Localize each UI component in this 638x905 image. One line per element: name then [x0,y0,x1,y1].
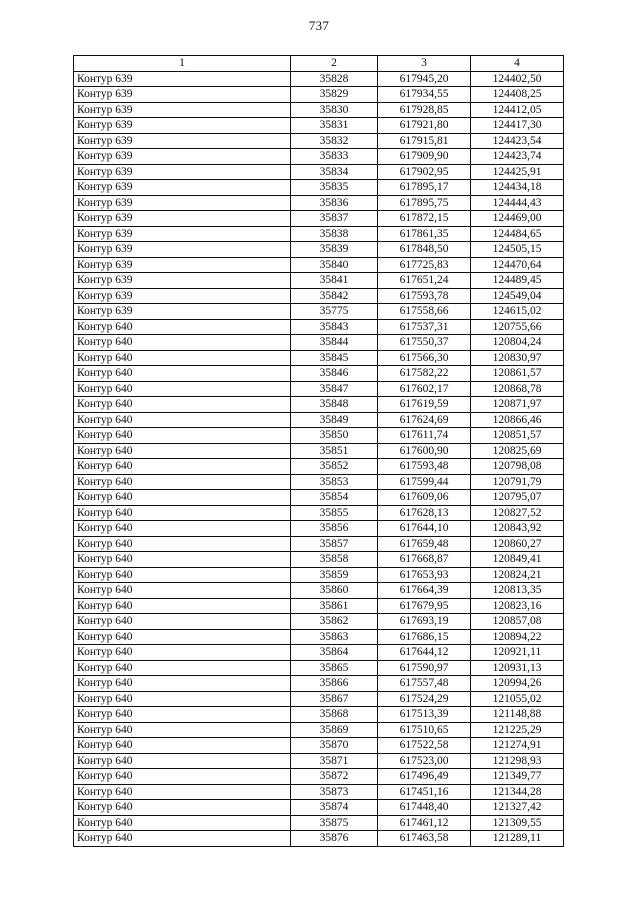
table-row [74,459,564,475]
table-row [74,567,564,583]
x-coordinate-cell: 617590,97 [378,660,471,676]
y-coordinate-cell: 120868,78 [471,381,564,397]
x-coordinate-cell: 617619,59 [378,397,471,413]
x-coordinate-cell: 617668,87 [378,552,471,568]
contour-name-cell: Контур 640 [74,490,291,506]
contour-name-cell: Контур 640 [74,567,291,583]
y-coordinate-cell: 121225,29 [471,722,564,738]
x-coordinate-cell: 617558,66 [378,304,471,320]
contour-name-cell: Контур 639 [74,288,291,304]
x-coordinate-cell: 617895,75 [378,195,471,211]
y-coordinate-cell: 121344,28 [471,784,564,800]
point-number-cell: 35850 [291,428,378,444]
x-coordinate-cell: 617582,22 [378,366,471,382]
contour-name-cell: Контур 640 [74,319,291,335]
y-coordinate-cell: 120921,11 [471,645,564,661]
y-coordinate-cell: 124444,43 [471,195,564,211]
contour-name-cell: Контур 640 [74,366,291,382]
y-coordinate-cell: 120894,22 [471,629,564,645]
y-coordinate-cell: 120755,66 [471,319,564,335]
table-row [74,753,564,769]
contour-name-cell: Контур 639 [74,133,291,149]
contour-name-cell: Контур 640 [74,769,291,785]
contour-name-cell: Контур 640 [74,645,291,661]
table-row [74,412,564,428]
point-number-cell: 35842 [291,288,378,304]
contour-name-cell: Контур 639 [74,226,291,242]
table-row [74,521,564,537]
y-coordinate-cell: 120798,08 [471,459,564,475]
contour-name-cell: Контур 640 [74,397,291,413]
y-coordinate-cell: 124408,25 [471,87,564,103]
x-coordinate-cell: 617513,39 [378,707,471,723]
table-row [74,552,564,568]
y-coordinate-cell: 121274,91 [471,738,564,754]
point-number-cell: 35844 [291,335,378,351]
point-number-cell: 35874 [291,800,378,816]
table-row [74,443,564,459]
contour-name-cell: Контур 640 [74,784,291,800]
table-row [74,288,564,304]
coordinates-table [73,55,564,847]
y-coordinate-cell: 124412,05 [471,102,564,118]
y-coordinate-cell: 120871,97 [471,397,564,413]
contour-name-cell: Контур 640 [74,722,291,738]
x-coordinate-cell: 617566,30 [378,350,471,366]
y-coordinate-cell: 121148,88 [471,707,564,723]
x-coordinate-cell: 617611,74 [378,428,471,444]
contour-name-cell: Контур 640 [74,707,291,723]
table-row [74,350,564,366]
point-number-cell: 35858 [291,552,378,568]
y-coordinate-cell: 120827,52 [471,505,564,521]
point-number-cell: 35854 [291,490,378,506]
y-coordinate-cell: 124469,00 [471,211,564,227]
x-coordinate-cell: 617550,37 [378,335,471,351]
contour-name-cell: Контур 640 [74,474,291,490]
contour-name-cell: Контур 640 [74,459,291,475]
point-number-cell: 35863 [291,629,378,645]
contour-name-cell: Контур 640 [74,428,291,444]
y-coordinate-cell: 120804,24 [471,335,564,351]
table-row [74,149,564,165]
contour-name-cell: Контур 640 [74,521,291,537]
table-row [74,738,564,754]
contour-name-cell: Контур 640 [74,583,291,599]
table-body [74,71,564,846]
point-number-cell: 35831 [291,118,378,134]
table-row [74,707,564,723]
y-coordinate-cell: 121349,77 [471,769,564,785]
point-number-cell: 35870 [291,738,378,754]
point-number-cell: 35839 [291,242,378,258]
table-row [74,505,564,521]
table-header-row [74,56,564,72]
contour-name-cell: Контур 639 [74,304,291,320]
point-number-cell: 35861 [291,598,378,614]
y-coordinate-cell: 124423,74 [471,149,564,165]
contour-name-cell: Контур 639 [74,257,291,273]
contour-name-cell: Контур 640 [74,335,291,351]
table-row [74,676,564,692]
x-coordinate-cell: 617451,16 [378,784,471,800]
table-row [74,428,564,444]
contour-name-cell: Контур 640 [74,505,291,521]
y-coordinate-cell: 120830,97 [471,350,564,366]
x-coordinate-cell: 617600,90 [378,443,471,459]
contour-name-cell: Контур 639 [74,71,291,87]
y-coordinate-cell: 120866,46 [471,412,564,428]
x-coordinate-cell: 617461,12 [378,815,471,831]
point-number-cell: 35834 [291,164,378,180]
point-number-cell: 35864 [291,645,378,661]
y-coordinate-cell: 124489,45 [471,273,564,289]
x-coordinate-cell: 617557,48 [378,676,471,692]
x-coordinate-cell: 617915,81 [378,133,471,149]
contour-name-cell: Контур 640 [74,800,291,816]
table-row [74,831,564,847]
table-row [74,366,564,382]
y-coordinate-cell: 120843,92 [471,521,564,537]
point-number-cell: 35869 [291,722,378,738]
y-coordinate-cell: 120861,57 [471,366,564,382]
x-coordinate-cell: 617848,50 [378,242,471,258]
table-row [74,335,564,351]
y-coordinate-cell: 124417,30 [471,118,564,134]
contour-name-cell: Контур 640 [74,831,291,847]
x-coordinate-cell: 617651,24 [378,273,471,289]
table-row [74,800,564,816]
y-coordinate-cell: 121289,11 [471,831,564,847]
point-number-cell: 35849 [291,412,378,428]
x-coordinate-cell: 617599,44 [378,474,471,490]
point-number-cell: 35843 [291,319,378,335]
y-coordinate-cell: 121055,02 [471,691,564,707]
contour-name-cell: Контур 640 [74,660,291,676]
y-coordinate-cell: 124484,65 [471,226,564,242]
table-row [74,598,564,614]
table-row [74,71,564,87]
x-coordinate-cell: 617686,15 [378,629,471,645]
point-number-cell: 35872 [291,769,378,785]
x-coordinate-cell: 617861,35 [378,226,471,242]
point-number-cell: 35845 [291,350,378,366]
table-row [74,211,564,227]
point-number-cell: 35775 [291,304,378,320]
contour-name-cell: Контур 639 [74,242,291,258]
y-coordinate-cell: 121309,55 [471,815,564,831]
point-number-cell: 35852 [291,459,378,475]
x-coordinate-cell: 617725,83 [378,257,471,273]
point-number-cell: 35847 [291,381,378,397]
page-number: 737 [308,18,330,33]
y-coordinate-cell: 121327,42 [471,800,564,816]
contour-name-cell: Контур 640 [74,614,291,630]
y-coordinate-cell: 120791,79 [471,474,564,490]
contour-name-cell: Контур 640 [74,443,291,459]
table-row [74,133,564,149]
point-number-cell: 35828 [291,71,378,87]
point-number-cell: 35860 [291,583,378,599]
point-number-cell: 35841 [291,273,378,289]
y-coordinate-cell: 124615,02 [471,304,564,320]
contour-name-cell: Контур 639 [74,118,291,134]
column-header-1: 1 [74,56,291,72]
table-row [74,164,564,180]
contour-name-cell: Контур 639 [74,180,291,196]
point-number-cell: 35859 [291,567,378,583]
table-row [74,102,564,118]
point-number-cell: 35851 [291,443,378,459]
y-coordinate-cell: 120795,07 [471,490,564,506]
y-coordinate-cell: 121298,93 [471,753,564,769]
contour-name-cell: Контур 640 [74,691,291,707]
x-coordinate-cell: 617463,58 [378,831,471,847]
table-row [74,583,564,599]
table-row [74,381,564,397]
x-coordinate-cell: 617872,15 [378,211,471,227]
point-number-cell: 35867 [291,691,378,707]
contour-name-cell: Контур 640 [74,598,291,614]
x-coordinate-cell: 617624,69 [378,412,471,428]
column-header-2: 2 [291,56,378,72]
point-number-cell: 35855 [291,505,378,521]
table-row [74,242,564,258]
y-coordinate-cell: 124402,50 [471,71,564,87]
x-coordinate-cell: 617653,93 [378,567,471,583]
table-row [74,397,564,413]
point-number-cell: 35873 [291,784,378,800]
point-number-cell: 35833 [291,149,378,165]
table-row [74,257,564,273]
x-coordinate-cell: 617524,29 [378,691,471,707]
point-number-cell: 35853 [291,474,378,490]
contour-name-cell: Контур 640 [74,815,291,831]
x-coordinate-cell: 617644,12 [378,645,471,661]
column-header-3: 3 [378,56,471,72]
point-number-cell: 35846 [291,366,378,382]
table-row [74,273,564,289]
point-number-cell: 35829 [291,87,378,103]
x-coordinate-cell: 617609,06 [378,490,471,506]
point-number-cell: 35838 [291,226,378,242]
contour-name-cell: Контур 639 [74,211,291,227]
x-coordinate-cell: 617448,40 [378,800,471,816]
y-coordinate-cell: 124423,54 [471,133,564,149]
y-coordinate-cell: 120931,13 [471,660,564,676]
x-coordinate-cell: 617921,80 [378,118,471,134]
table-row [74,784,564,800]
table-row [74,118,564,134]
point-number-cell: 35866 [291,676,378,692]
point-number-cell: 35875 [291,815,378,831]
table-row [74,490,564,506]
point-number-cell: 35871 [291,753,378,769]
point-number-cell: 35865 [291,660,378,676]
contour-name-cell: Контур 639 [74,87,291,103]
x-coordinate-cell: 617510,65 [378,722,471,738]
point-number-cell: 35857 [291,536,378,552]
contour-name-cell: Контур 640 [74,676,291,692]
table-row [74,319,564,335]
x-coordinate-cell: 617602,17 [378,381,471,397]
point-number-cell: 35862 [291,614,378,630]
table-row [74,304,564,320]
x-coordinate-cell: 617659,48 [378,536,471,552]
table-row [74,815,564,831]
table-row [74,645,564,661]
y-coordinate-cell: 120824,21 [471,567,564,583]
y-coordinate-cell: 124425,91 [471,164,564,180]
x-coordinate-cell: 617945,20 [378,71,471,87]
contour-name-cell: Контур 639 [74,102,291,118]
table-row [74,195,564,211]
contour-name-cell: Контур 639 [74,164,291,180]
point-number-cell: 35830 [291,102,378,118]
contour-name-cell: Контур 640 [74,412,291,428]
x-coordinate-cell: 617934,55 [378,87,471,103]
table-row [74,474,564,490]
table-row [74,536,564,552]
column-header-4: 4 [471,56,564,72]
y-coordinate-cell: 120825,69 [471,443,564,459]
x-coordinate-cell: 617664,39 [378,583,471,599]
table-row [74,660,564,676]
y-coordinate-cell: 120823,16 [471,598,564,614]
x-coordinate-cell: 617496,49 [378,769,471,785]
y-coordinate-cell: 120994,26 [471,676,564,692]
contour-name-cell: Контур 639 [74,195,291,211]
x-coordinate-cell: 617537,31 [378,319,471,335]
y-coordinate-cell: 124505,15 [471,242,564,258]
point-number-cell: 35848 [291,397,378,413]
y-coordinate-cell: 120851,57 [471,428,564,444]
point-number-cell: 35876 [291,831,378,847]
x-coordinate-cell: 617902,95 [378,164,471,180]
contour-name-cell: Контур 640 [74,738,291,754]
contour-name-cell: Контур 639 [74,273,291,289]
contour-name-cell: Контур 640 [74,536,291,552]
table-row [74,769,564,785]
x-coordinate-cell: 617522,58 [378,738,471,754]
y-coordinate-cell: 124434,18 [471,180,564,196]
contour-name-cell: Контур 640 [74,350,291,366]
point-number-cell: 35832 [291,133,378,149]
x-coordinate-cell: 617523,00 [378,753,471,769]
y-coordinate-cell: 124470,64 [471,257,564,273]
x-coordinate-cell: 617909,90 [378,149,471,165]
x-coordinate-cell: 617928,85 [378,102,471,118]
table-row [74,629,564,645]
point-number-cell: 35856 [291,521,378,537]
x-coordinate-cell: 617593,78 [378,288,471,304]
x-coordinate-cell: 617679,95 [378,598,471,614]
y-coordinate-cell: 124549,04 [471,288,564,304]
y-coordinate-cell: 120860,27 [471,536,564,552]
y-coordinate-cell: 120857,08 [471,614,564,630]
table-row [74,614,564,630]
contour-name-cell: Контур 640 [74,552,291,568]
x-coordinate-cell: 617895,17 [378,180,471,196]
y-coordinate-cell: 120849,41 [471,552,564,568]
table-row [74,691,564,707]
point-number-cell: 35837 [291,211,378,227]
table-row [74,722,564,738]
point-number-cell: 35836 [291,195,378,211]
point-number-cell: 35868 [291,707,378,723]
point-number-cell: 35840 [291,257,378,273]
point-number-cell: 35835 [291,180,378,196]
contour-name-cell: Контур 640 [74,381,291,397]
table-row [74,180,564,196]
x-coordinate-cell: 617693,19 [378,614,471,630]
contour-name-cell: Контур 640 [74,753,291,769]
x-coordinate-cell: 617628,13 [378,505,471,521]
contour-name-cell: Контур 639 [74,149,291,165]
x-coordinate-cell: 617593,48 [378,459,471,475]
x-coordinate-cell: 617644,10 [378,521,471,537]
table-row [74,226,564,242]
contour-name-cell: Контур 640 [74,629,291,645]
y-coordinate-cell: 120813,35 [471,583,564,599]
table-row [74,87,564,103]
